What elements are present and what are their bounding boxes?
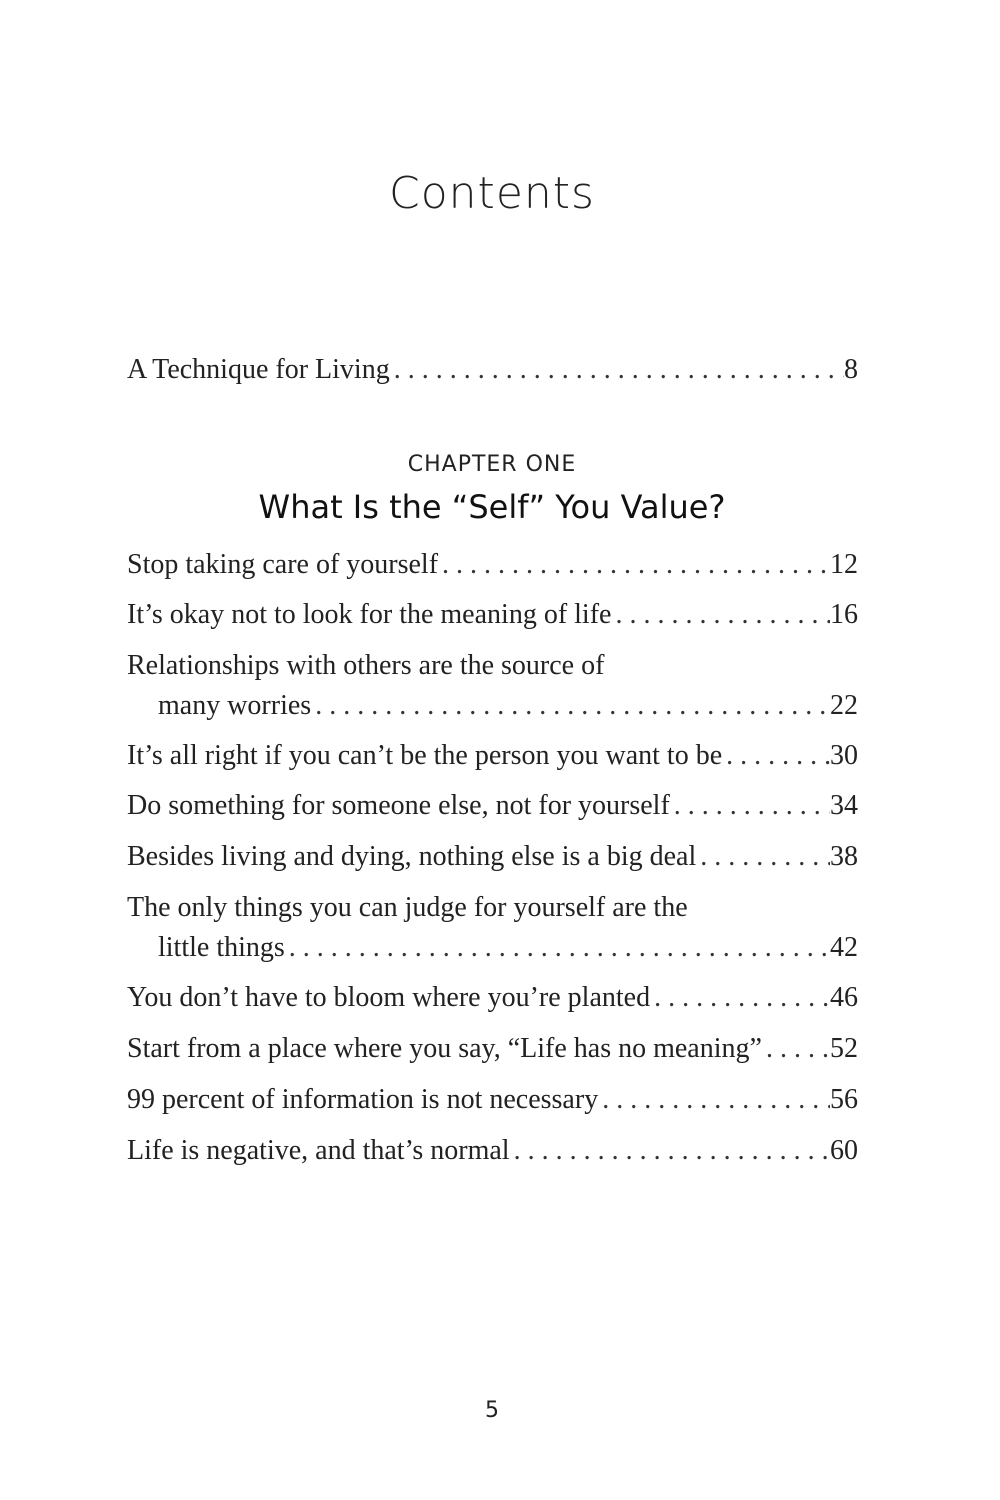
dot-leader	[762, 1029, 830, 1069]
dot-leader	[598, 1080, 830, 1120]
chapter-entries	[127, 545, 858, 1182]
entry-label: Do something for someone else, not for yourself	[127, 790, 670, 821]
entry-page-number: 42	[830, 932, 858, 963]
toc-line	[127, 1131, 858, 1171]
toc-entry	[127, 1080, 858, 1131]
dot-leader	[510, 1131, 830, 1171]
dot-leader	[696, 837, 830, 877]
page-number: 5	[485, 1398, 499, 1423]
toc-line	[127, 686, 858, 726]
entry-label: many worries	[158, 690, 312, 721]
dot-leader	[650, 978, 830, 1018]
toc-line	[127, 736, 858, 776]
entry-label: Besides living and dying, nothing else is a big deal	[127, 841, 697, 872]
entry-label-line1: Relationships with others are the source of	[127, 650, 605, 681]
toc-entry	[127, 545, 858, 595]
dot-leader	[438, 545, 830, 585]
entry-page-number: 30	[830, 740, 858, 771]
entry-page-number: 12	[830, 549, 858, 580]
toc-entry	[127, 646, 858, 736]
toc-line	[127, 928, 858, 968]
entry-page-number: 52	[830, 1033, 858, 1064]
entry-label-line1: The only things you can judge for yourself are the	[127, 892, 688, 923]
entry-page-number: 34	[830, 790, 858, 821]
toc-entry	[127, 1131, 858, 1182]
toc-line	[127, 786, 858, 826]
entry-label: You don’t have to bloom where you’re planted	[127, 982, 651, 1013]
entry-page-number: 8	[844, 354, 858, 385]
entry-page-number: 46	[830, 982, 858, 1013]
entry-label: Start from a place where you say, “Life has no meaning”	[127, 1033, 762, 1064]
dot-leader	[611, 595, 830, 635]
toc-line	[127, 595, 858, 635]
toc-entry	[127, 786, 858, 837]
toc-line	[127, 1080, 858, 1120]
entry-page-number: 16	[830, 599, 858, 630]
entry-label: A Technique for Living	[127, 354, 390, 385]
entry-label: It’s all right if you can’t be the person you want to be	[127, 740, 723, 771]
toc-line	[127, 350, 858, 390]
dot-leader	[311, 686, 830, 726]
entry-page-number: 56	[830, 1084, 858, 1115]
entry-label: It’s okay not to look for the meaning of life	[127, 599, 612, 630]
entry-label: 99 percent of information is not necessary	[127, 1084, 599, 1115]
entry-label: Stop taking care of yourself	[127, 549, 439, 580]
intro-entry	[127, 350, 858, 390]
toc-entry	[127, 1029, 858, 1080]
entry-page-number: 60	[830, 1135, 858, 1166]
dot-leader	[285, 928, 830, 968]
toc-entry	[127, 736, 858, 786]
toc-entry	[127, 978, 858, 1029]
entry-page-number: 22	[830, 690, 858, 721]
chapter-title: What Is the “Self” You Value?	[258, 488, 726, 526]
toc-entry	[127, 595, 858, 646]
entry-page-number: 38	[830, 841, 858, 872]
dot-leader	[722, 736, 830, 776]
entry-label: little things	[158, 932, 285, 963]
toc-entry	[127, 888, 858, 978]
dot-leader	[670, 786, 830, 826]
page-title: Contents	[389, 168, 595, 219]
toc-entry	[127, 837, 858, 888]
toc-line	[127, 545, 858, 585]
entry-label: Life is negative, and that’s normal	[127, 1135, 510, 1166]
dot-leader	[390, 350, 844, 390]
chapter-label: CHAPTER ONE	[407, 452, 577, 477]
toc-line	[127, 837, 858, 877]
toc-line	[127, 978, 858, 1018]
toc-line	[127, 1029, 858, 1069]
